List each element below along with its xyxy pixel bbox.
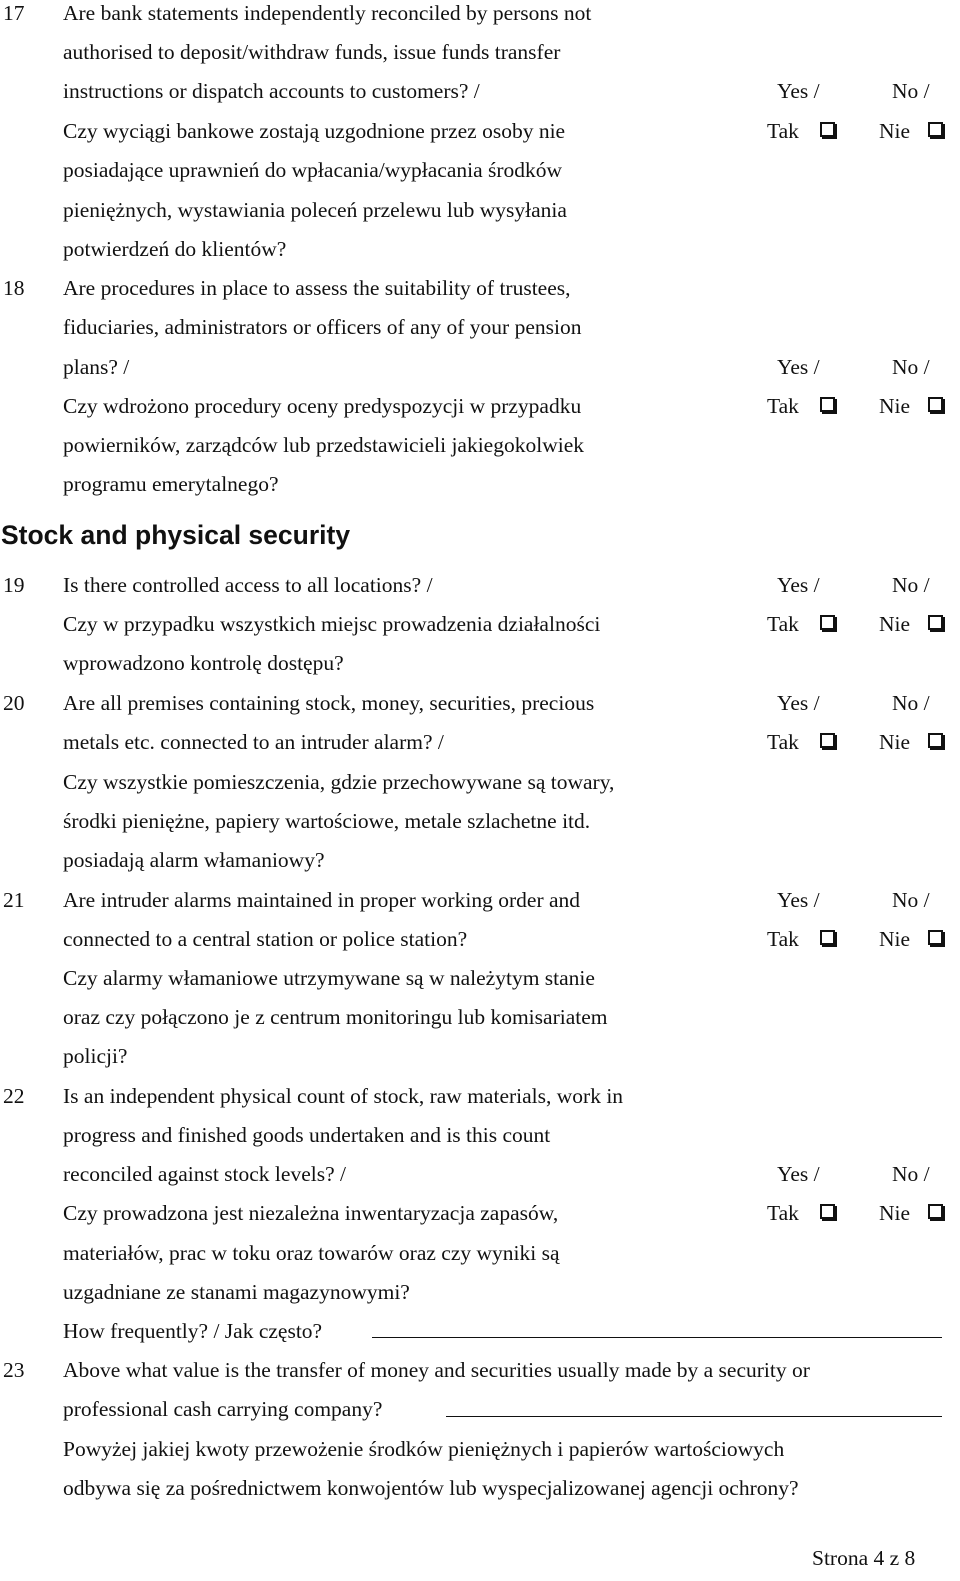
yes-checkbox[interactable] [820,397,835,412]
question-text: Is an independent physical count of stock, raw materials, work in [63,1084,624,1108]
question-text-pl: odbywa się za pośrednictwem konwojentów lub wyspecjalizowanej agencji ochrony? [63,1476,799,1500]
question-text-pl: posiadają alarm włamaniowy? [63,848,325,872]
question-text: authorised to deposit/withdraw funds, issue funds transfer [63,40,561,64]
question-text: instructions or dispatch accounts to customers? / [63,79,480,103]
question-text-pl: Czy wszystkie pomieszczenia, gdzie przechowywane są towary, [63,770,615,794]
question-text-pl: Czy w przypadku wszystkich miejsc prowadzenia działalności [63,612,601,636]
yes-checkbox[interactable] [820,1204,835,1219]
question-number: 19 [3,573,25,597]
question-text-pl: Czy wyciągi bankowe zostają uzgodnione przez osoby nie [63,119,566,143]
yes-checkbox[interactable] [820,122,835,137]
nie-label: Nie [879,1201,911,1225]
yes-label: Yes / [777,1162,820,1186]
question-text-pl: wprowadzono kontrolę dostępu? [63,651,344,675]
page-number: Strona 4 z 8 [812,1546,916,1570]
question-text-pl: Powyżej jakiej kwoty przewożenie środków pieniężnych i papierów wartościowych [63,1437,785,1461]
no-label: No / [892,573,930,597]
question-text-pl: powierników, zarządców lub przedstawicieli jakiegokolwiek [63,433,584,457]
question-text: reconciled against stock levels? / [63,1162,346,1186]
no-label: No / [892,1162,930,1186]
question-text: progress and finished goods undertaken and is this count [63,1123,551,1147]
question-text-pl: oraz czy połączono je z centrum monitoringu lub komisariatem [63,1005,608,1029]
question-text-pl: policji? [63,1044,128,1068]
frequency-question: How frequently? / Jak często? [63,1319,323,1343]
question-text: plans? / [63,355,130,379]
question-text: metals etc. connected to an intruder alarm? / [63,730,444,754]
no-label: No / [892,79,930,103]
nie-label: Nie [879,730,911,754]
question-number: 23 [3,1358,25,1382]
question-text-pl: środki pieniężne, papiery wartościowe, metale szlachetne itd. [63,809,591,833]
yes-checkbox[interactable] [820,733,835,748]
tak-label: Tak [767,119,799,143]
question-text-pl: uzgadniane ze stanami magazynowymi? [63,1280,410,1304]
value-answer-line[interactable] [446,1416,942,1417]
yes-label: Yes / [777,888,820,912]
yes-label: Yes / [777,691,820,715]
question-text: Are intruder alarms maintained in proper working order and [63,888,581,912]
question-number: 17 [3,1,25,25]
question-text: Are bank statements independently reconciled by persons not [63,1,592,25]
tak-label: Tak [767,927,799,951]
yes-label: Yes / [777,79,820,103]
no-label: No / [892,888,930,912]
no-checkbox[interactable] [928,1204,943,1219]
question-text: Are procedures in place to assess the suitability of trustees, [63,276,571,300]
tak-label: Tak [767,730,799,754]
question-text: Are all premises containing stock, money, securities, precious [63,691,595,715]
yes-label: Yes / [777,573,820,597]
no-label: No / [892,691,930,715]
nie-label: Nie [879,612,911,636]
yes-label: Yes / [777,355,820,379]
question-text-pl: Czy wdrożono procedury oceny predyspozycji w przypadku [63,394,582,418]
question-text: Above what value is the transfer of money and securities usually made by a security or [63,1358,810,1382]
no-checkbox[interactable] [928,733,943,748]
yes-checkbox[interactable] [820,615,835,630]
question-text: fiduciaries, administrators or officers of any of your pension [63,315,582,339]
yes-checkbox[interactable] [820,930,835,945]
nie-label: Nie [879,927,911,951]
question-text: professional cash carrying company? [63,1397,383,1421]
question-text-pl: potwierdzeń do klientów? [63,237,287,261]
question-text-pl: Czy alarmy włamaniowe utrzymywane są w należytym stanie [63,966,595,990]
nie-label: Nie [879,119,911,143]
question-text-pl: Czy prowadzona jest niezależna inwentaryzacja zapasów, [63,1201,559,1225]
question-text-pl: pieniężnych, wystawiania poleceń przelewu lub wysyłania [63,198,567,222]
no-checkbox[interactable] [928,930,943,945]
frequency-answer-line[interactable] [372,1337,942,1338]
question-number: 22 [3,1084,25,1108]
tak-label: Tak [767,394,799,418]
question-text: connected to a central station or police station? [63,927,468,951]
question-text: Is there controlled access to all locations? / [63,573,433,597]
tak-label: Tak [767,612,799,636]
nie-label: Nie [879,394,911,418]
tak-label: Tak [767,1201,799,1225]
question-number: 20 [3,691,25,715]
question-text-pl: posiadające uprawnień do wpłacania/wypłacania środków [63,158,563,182]
section-heading: Stock and physical security [1,520,351,550]
question-text-pl: materiałów, prac w toku oraz towarów oraz czy wyniki są [63,1241,560,1265]
no-label: No / [892,355,930,379]
question-text-pl: programu emerytalnego? [63,472,279,496]
no-checkbox[interactable] [928,397,943,412]
question-number: 18 [3,276,25,300]
no-checkbox[interactable] [928,122,943,137]
question-number: 21 [3,888,25,912]
no-checkbox[interactable] [928,615,943,630]
